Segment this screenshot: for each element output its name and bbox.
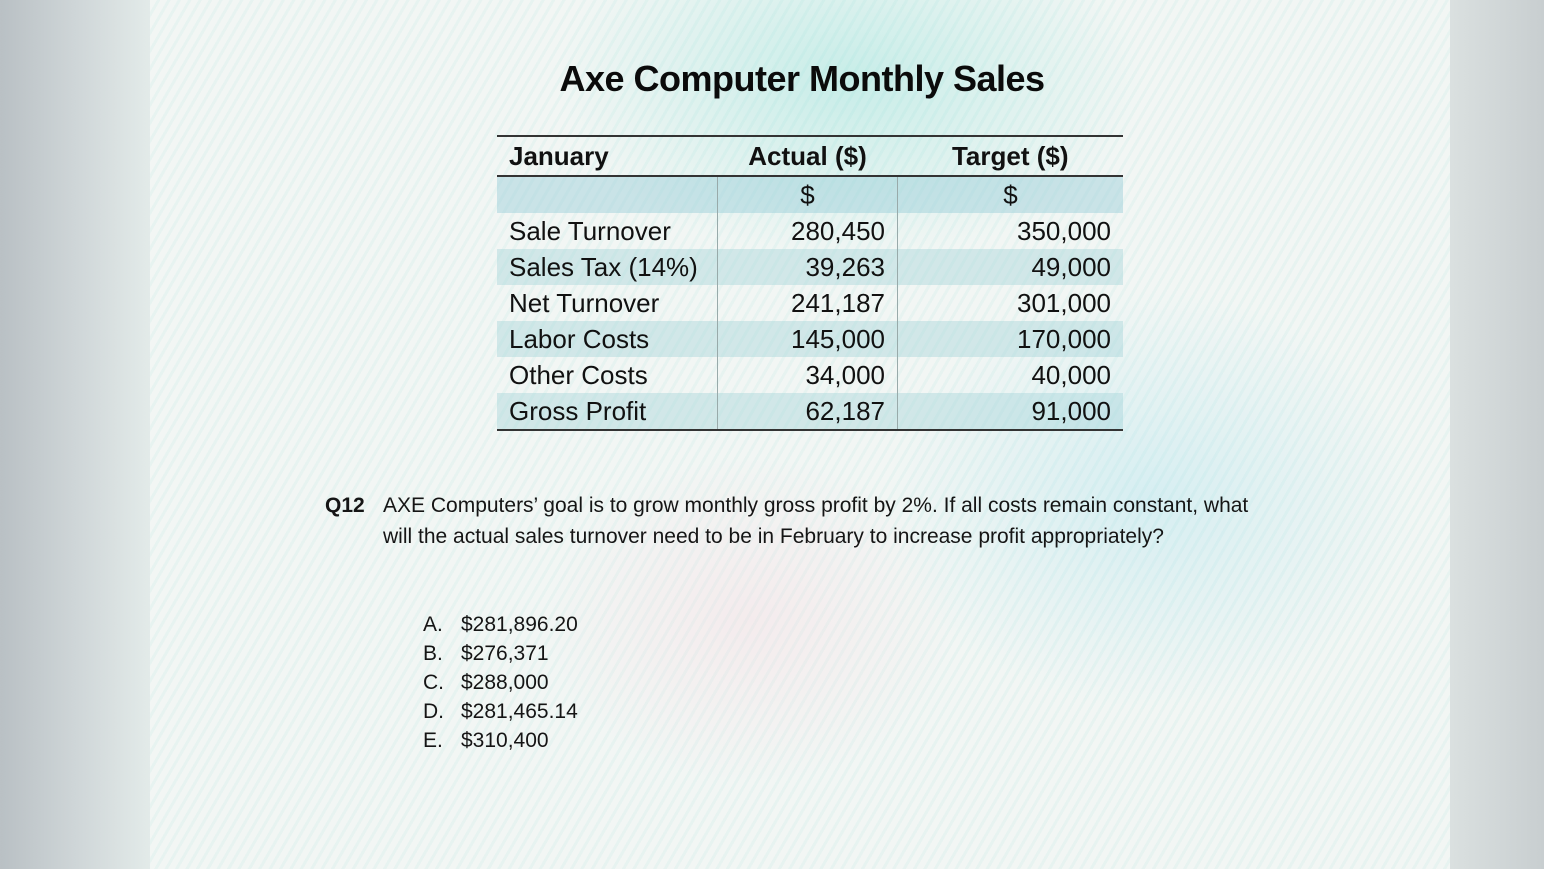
question-number: Q12 xyxy=(325,494,365,517)
row-target: 91,000 xyxy=(898,393,1124,430)
row-label: Sales Tax (14%) xyxy=(497,249,718,285)
table-row xyxy=(497,249,1123,285)
row-actual: 241,187 xyxy=(718,285,898,321)
answer-options xyxy=(423,610,578,755)
option-a xyxy=(423,610,578,639)
page-title xyxy=(0,58,1544,100)
option-value: $310,400 xyxy=(461,729,549,752)
option-letter: E. xyxy=(423,729,443,752)
option-e xyxy=(423,726,578,755)
document-page xyxy=(150,0,1450,869)
table-row xyxy=(497,357,1123,393)
option-value: $276,371 xyxy=(461,642,549,665)
row-label: Gross Profit xyxy=(497,393,718,430)
row-label: Other Costs xyxy=(497,357,718,393)
table-row xyxy=(497,285,1123,321)
page-title-text: Axe Computer Monthly Sales xyxy=(559,58,1045,99)
row-label: Sale Turnover xyxy=(497,213,718,249)
header-january: January xyxy=(497,136,718,176)
option-letter: C. xyxy=(423,671,444,694)
question-text: AXE Computers’ goal is to grow monthly gross profit by 2%. If all costs remain constant, what will the actual sales turnover need to be in February to increase profit appropriately? xyxy=(383,494,1249,548)
unit-actual: $ xyxy=(718,176,898,213)
option-letter: B. xyxy=(423,642,443,665)
row-target: 350,000 xyxy=(1017,216,1111,246)
table-header-row xyxy=(497,136,1123,176)
unit-label xyxy=(497,176,718,213)
sales-table xyxy=(497,135,1123,431)
row-label: Labor Costs xyxy=(497,321,718,357)
table-row xyxy=(497,321,1123,357)
row-target: 40,000 xyxy=(1031,360,1111,390)
row-target: 170,000 xyxy=(898,321,1124,357)
row-actual: 34,000 xyxy=(718,357,898,393)
row-actual: 62,187 xyxy=(718,393,898,430)
unit-target: $ xyxy=(898,176,1124,213)
option-c xyxy=(423,668,578,697)
question-block xyxy=(325,490,1285,552)
option-value: $281,896.20 xyxy=(461,613,578,636)
option-b xyxy=(423,639,578,668)
option-value: $288,000 xyxy=(461,671,549,694)
row-actual: 39,263 xyxy=(718,249,898,285)
table-row xyxy=(497,393,1123,430)
row-actual: 280,450 xyxy=(718,213,898,249)
header-actual: Actual ($) xyxy=(718,136,898,176)
option-letter: A. xyxy=(423,613,443,636)
row-label: Net Turnover xyxy=(497,285,718,321)
row-actual: 145,000 xyxy=(718,321,898,357)
row-target: 49,000 xyxy=(898,249,1124,285)
option-letter: D. xyxy=(423,700,444,723)
option-value: $281,465.14 xyxy=(461,700,578,723)
option-d xyxy=(423,697,578,726)
table-row xyxy=(497,213,1123,249)
header-target: Target ($) xyxy=(898,136,1124,176)
row-target: 301,000 xyxy=(1017,288,1111,318)
unit-row xyxy=(497,176,1123,213)
